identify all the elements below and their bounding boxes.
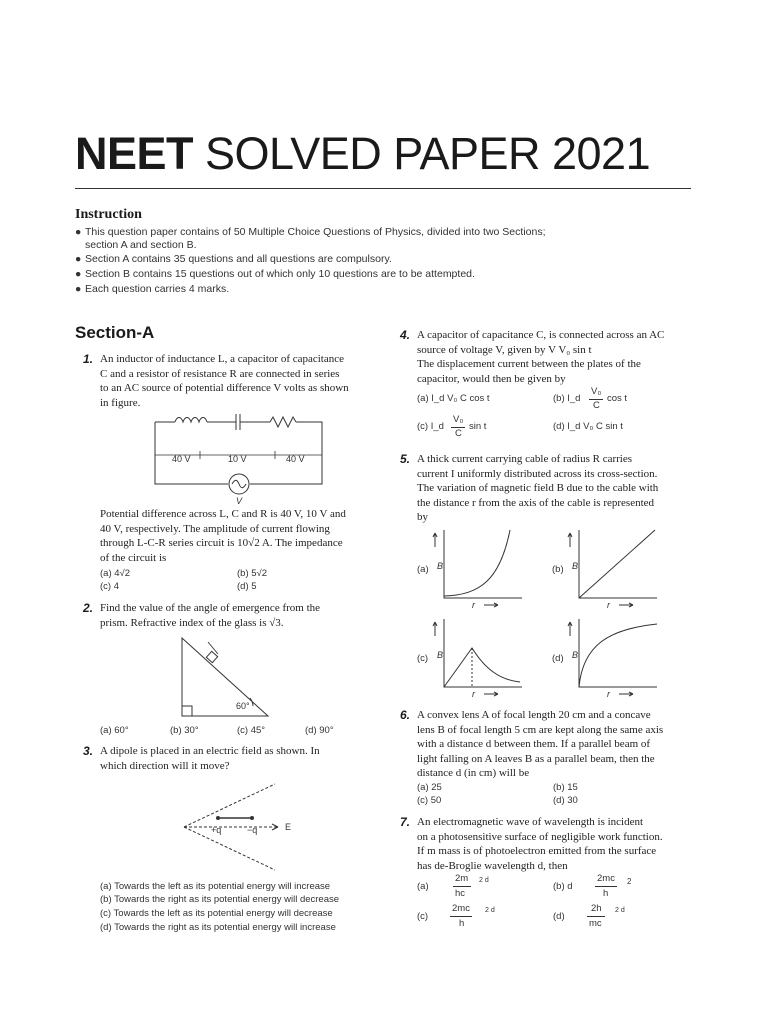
instruction-bullet: ● Each question carries 4 marks.: [75, 283, 230, 295]
q3-option-c[interactable]: (c) Towards the left as its potential energy will decrease: [100, 908, 333, 919]
q1-label-source: V: [236, 496, 243, 506]
q5-graph-a-label[interactable]: (a): [417, 564, 429, 575]
q1-option-b[interactable]: (b) 5√2: [237, 568, 268, 579]
q3-option-b[interactable]: (b) Towards the right as its potential energy will decrease: [100, 894, 340, 905]
q5-number: 5.: [400, 452, 411, 466]
q4-number: 4.: [400, 328, 411, 342]
q3-minus-label: −q: [247, 825, 258, 835]
q5-graph-d: [565, 614, 665, 699]
svg-text:r: r: [472, 689, 475, 699]
q3-option-d[interactable]: (d) Towards the right as its potential energy will increase: [100, 922, 336, 933]
negative-charge-icon: [250, 816, 254, 820]
q1-label-v2: 10 V: [228, 454, 247, 464]
q5-graph-d-label[interactable]: (d): [552, 653, 564, 664]
q3-dipole-figure: [180, 782, 310, 872]
q1-label-v1: 40 V: [172, 454, 191, 464]
instruction-heading: Instruction: [75, 207, 142, 222]
q5-graph-c-label[interactable]: (c): [417, 653, 429, 664]
q6-text: A convex lens A of focal length 20 cm and a concave lens B of focal length 5 cm are kept along the same axis with a distance d between them. If a parallel beam of light falling on A leaves B as a parallel beam, then the distance d (in cm) will be: [417, 709, 664, 779]
q7-text: An electromagnetic wave of wavelength is incident on a photosensitive surface of negligible work function. If m mass is of photoelectron emitted from the surface has de-Broglie wavelength d, then: [417, 816, 663, 872]
page-title: [75, 128, 650, 180]
q2-option-a[interactable]: (a) 60°: [100, 725, 129, 736]
positive-charge-icon: [216, 816, 220, 820]
q3-plus-label: +q: [211, 825, 222, 835]
svg-text:B: B: [572, 561, 579, 571]
q1-number: 1.: [83, 352, 94, 366]
q6-option-d[interactable]: (d) 30: [553, 795, 578, 806]
q5-graph-c: [430, 614, 530, 699]
title-rule: [75, 188, 691, 189]
q5-text: A thick current carrying cable of radius R carries current I uniformly distributed across its cross-section. The variation of magnetic field B due to the cable with the distance r from the axis of the cable is represented by: [417, 453, 659, 523]
q1-text-after: Potential difference across L, C and R is 40 V, 10 V and 40 V, respectively. The amplitude of current flowing through L-C-R series circuit is 10√2 A. The impedance of the circuit is: [100, 508, 346, 564]
q2-option-b[interactable]: (b) 30°: [170, 725, 199, 736]
svg-text:r: r: [607, 600, 610, 610]
q2-angle-label: 60°: [236, 701, 250, 711]
q6-option-b[interactable]: (b) 15: [553, 782, 578, 793]
q6-option-a[interactable]: (a) 25: [417, 782, 442, 793]
section-a-heading: Section-A: [75, 323, 155, 342]
title-rest: SOLVED PAPER 2021: [205, 128, 651, 179]
q1-text: An inductor of inductance L, a capacitor of capacitance C and a resistor of resistance R are connected in series to an AC source of potential difference V volts as shown in figure.: [100, 353, 349, 409]
q2-prism-figure: [178, 636, 273, 718]
svg-text:B: B: [437, 561, 444, 571]
q1-option-c[interactable]: (c) 4: [100, 581, 119, 592]
instruction-bullet: ● This question paper contains of 50 Multiple Choice Questions of Physics, divided into two Sections;: [75, 226, 546, 238]
q4-option-d[interactable]: (d) I_d V₀ C sin t: [553, 421, 623, 432]
q1-label-v3: 40 V: [286, 454, 305, 464]
resistor-icon: [270, 417, 296, 427]
q5-graph-a: [430, 525, 530, 610]
instruction-bullet-cont: section A and section B.: [85, 239, 197, 251]
q1-circuit-figure: [150, 410, 330, 505]
q5-graph-b-label[interactable]: (b): [552, 564, 564, 575]
q2-option-c[interactable]: (c) 45°: [237, 725, 266, 736]
inductor-icon: [175, 418, 207, 423]
capacitor-icon: [236, 414, 240, 430]
q6-option-c[interactable]: (c) 50: [417, 795, 442, 806]
q1-option-d[interactable]: (d) 5: [237, 581, 257, 592]
q3-number: 3.: [83, 744, 94, 758]
q3-option-a[interactable]: (a) Towards the left as its potential energy will increase: [100, 881, 331, 892]
q7-number: 7.: [400, 815, 411, 829]
q2-option-d[interactable]: (d) 90°: [305, 725, 334, 736]
title-bold: NEET: [75, 128, 194, 179]
q6-number: 6.: [400, 708, 411, 722]
q3-text: A dipole is placed in an electric field as shown. In which direction will it move?: [100, 745, 320, 772]
q2-number: 2.: [83, 601, 94, 615]
q2-text: Find the value of the angle of emergence from the prism. Refractive index of the glass is √3.: [100, 602, 321, 629]
svg-text:B: B: [572, 650, 579, 660]
q4-text: A capacitor of capacitance C, is connected across an AC source of voltage V, given by V V₀ sin t The displacement current between the plates of the capacitor, would then be given by: [417, 329, 665, 385]
svg-text:r: r: [472, 600, 475, 610]
q5-graph-b: [565, 525, 665, 610]
q4-option-a[interactable]: (a) I_d V₀ C cos t: [417, 393, 490, 404]
instruction-bullet: ● Section A contains 35 questions and all questions are compulsory.: [75, 253, 392, 265]
instruction-bullet: ● Section B contains 15 questions out of which only 10 questions are to be attempted.: [75, 268, 475, 280]
q1-option-a[interactable]: (a) 4√2: [100, 568, 131, 579]
svg-text:B: B: [437, 650, 444, 660]
svg-text:r: r: [607, 689, 610, 699]
q3-field-label: E: [285, 822, 292, 832]
